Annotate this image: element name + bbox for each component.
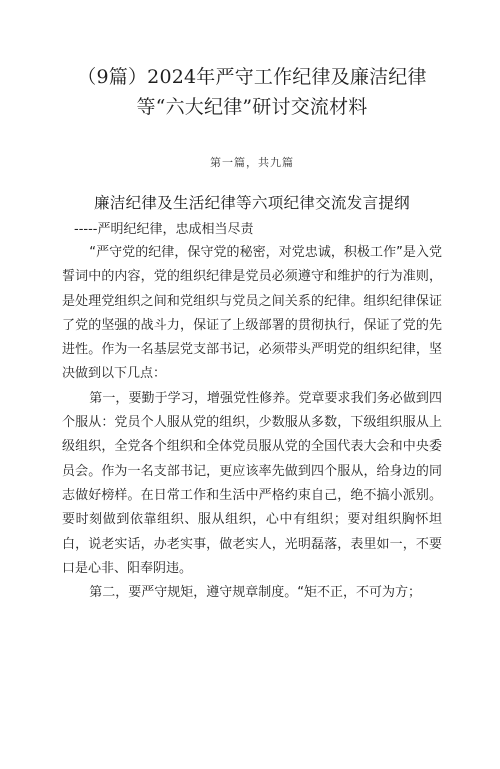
section-subtitle: -----严明纪纪律，忠成相当尽责 <box>74 222 254 237</box>
section-title: 廉洁纪律及生活纪律等六项纪律交流发言提纲 <box>93 194 410 212</box>
part-label: 第一篇，共九篇 <box>210 156 294 169</box>
body-paragraph: “严守党的纪律，保守党的秘密，对党忠诚，积极工作”是入党誓词中的内容，党的组织纪律是党员必须遵守和维护的行为准则，是处理党组织之间和党组织与党员之间关系的纪律。组织纪律保证了党的坚强的战斗力，保证了上级部署的贯彻执行，保证了党的先进性。作为一名基层党支部书记，必须带头严明党的组织纪律，坚决做到以下几点： <box>62 245 442 382</box>
body-paragraph: 第二，要严守规矩，遵守规章制度。“矩不正，不可为方； <box>89 585 422 601</box>
document-title: （9篇）2024年严守工作纪律及廉洁纪律等“六大纪律”研讨交流材料 <box>77 66 427 118</box>
document-page <box>0 62 500 769</box>
body-paragraph: 第一，要勤于学习，增强党性修养。党章要求我们务必做到四个服从：党员个人服从党的组织，少数服从多数，下级组织服从上级组织，全党各个组织和全体党员服从党的全国代表大会和中央委员会。作为一名支部书记，更应该率先做到四个服从，给身边的同志做好榜样。在日常工作和生活中严格约束自己，绝不搞小派别。要时刻做到依靠组织、服从组织，心中有组织；要对组织胸怀坦白，说老实话，办老实事，做老实人，光明磊落，表里如一，不要口是心非、阳奉阴违。 <box>62 390 442 576</box>
